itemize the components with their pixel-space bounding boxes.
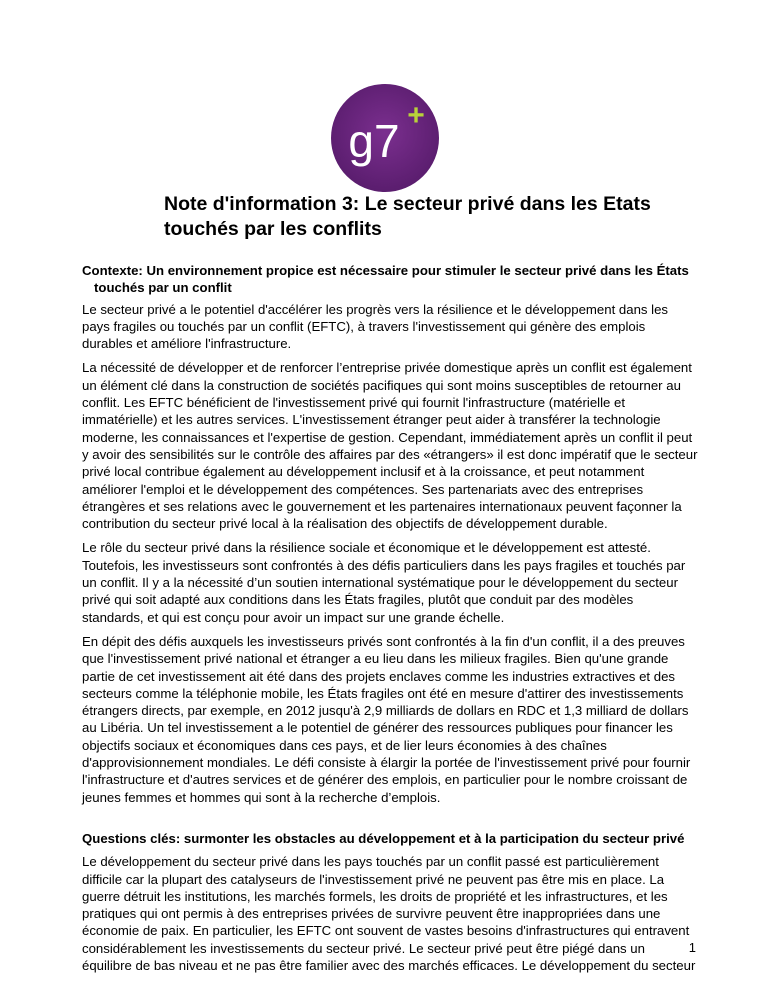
document-body	[82, 262, 698, 981]
page-number: 1	[688, 940, 696, 955]
logo-plus: +	[407, 99, 425, 132]
paragraph: Le secteur privé a le potentiel d'accélérer les progrès vers la résilience et le développement dans les pays fragiles ou touchés par un conflit (EFTC), à travers l'investissement qui génère des emplois durables et améliore l'infrastructure.	[82, 301, 669, 352]
paragraph: En dépit des défis auxquels les investisseurs privés sont confrontés à la fin d'un conflit, il a des preuves que l'investissement privé national et étranger a eu lieu dans les milieux fragiles. Bien qu'une grande partie de cet investissement ait été dans des projets enclaves comme les industries extractives et des secteurs comme la téléphonie mobile, les États fragiles ont été en mesure d'attirer des investissements étrangers directs, par exemple, en 2012 jusqu'à 2,9 milliards de dollars en RDC et 1,3 milliard de dollars au Libéria. Un tel investissement a le potentiel de générer des ressources publiques pour financer les objectifs sociaux et économiques dans ces pays, et de lier leurs économies à des chaînes d'approvisionnement mondiales. Le défi consiste à élargir la portée de l'investissement privé pour fournir l'infrastructure et d'autres services et de générer des emplois, en particulier pour le nombre croissant de jeunes femmes et hommes qui sont à la recherche d’emplois.	[82, 633, 691, 805]
logo-text: g7	[348, 115, 400, 167]
paragraph: La nécessité de développer et de renforcer l’entreprise privée domestique après un conflit est également un élément clé dans la construction de sociétés pacifiques qui sont moins susceptibles de retourner au conflit. Les EFTC bénéficient de l'investissement privé qui fournit l'infrastructure (matérielle et immatérielle) et les autres services. L'investissement étranger peut aider à transférer la technologie moderne, les connaissances et l'expertise de gestion. Cependant, immédiatement après un conflit il peut y avoir des sensibilités sur le contrôle des affaires par des «étrangers» il est donc impératif que le secteur privé local contribue également au développement inclusif et à la croissance, et peut notamment améliorer l'emploi et le développement des compétences. Ses partenariats avec des entreprises étrangères et ses relations avec le gouvernement et les partenaires internationaux peuvent façonner la contribution du secteur privé local à la réalisation des objectifs de développement durable.	[82, 360, 698, 532]
section-heading-key-questions: Questions clés: surmonter les obstacles au développement et à la participation du secteur privé	[82, 830, 685, 846]
paragraph: Le rôle du secteur privé dans la résilience sociale et économique et le développement est attesté. Toutefois, les investisseurs sont confrontés à des défis particuliers dans les pays fragiles et touchés par un conflit. Il y a la nécessité d’un soutien international systématique pour le développement du secteur privé qui soit adapté aux conditions dans les États fragiles, plutôt que conduit par des modèles standards, et qui est conçu pour avoir un impact sur une grande échelle.	[82, 540, 686, 625]
page-title: Note d'information 3: Le secteur privé dans les Etats touchés par les conflits	[164, 193, 651, 240]
section-heading-context: Contexte: Un environnement propice est nécessaire pour stimuler le secteur privé dans les États touchés par un conflit	[82, 263, 689, 296]
paragraph: Le développement du secteur privé dans les pays touchés par un conflit passé est particulièrement difficile car la plupart des catalyseurs de l'investissement privé ne peuvent pas être mis en place. La guerre détruit les institutions, les marchés formels, les droits de propriété et les infrastructures, et les pratiques qui ont permis à des entreprises privées de survivre peuvent être inappropriées dans une économie de paix. En particulier, les EFTC ont souvent de vastes besoins d'infrastructures qui entravent considérablement les investissements du secteur privé. Le secteur privé peut être piégé dans un équilibre de bas niveau et ne pas être familier avec des marchés efficaces. Le développement du secteur	[82, 854, 696, 973]
g7plus-logo-icon	[330, 83, 440, 193]
